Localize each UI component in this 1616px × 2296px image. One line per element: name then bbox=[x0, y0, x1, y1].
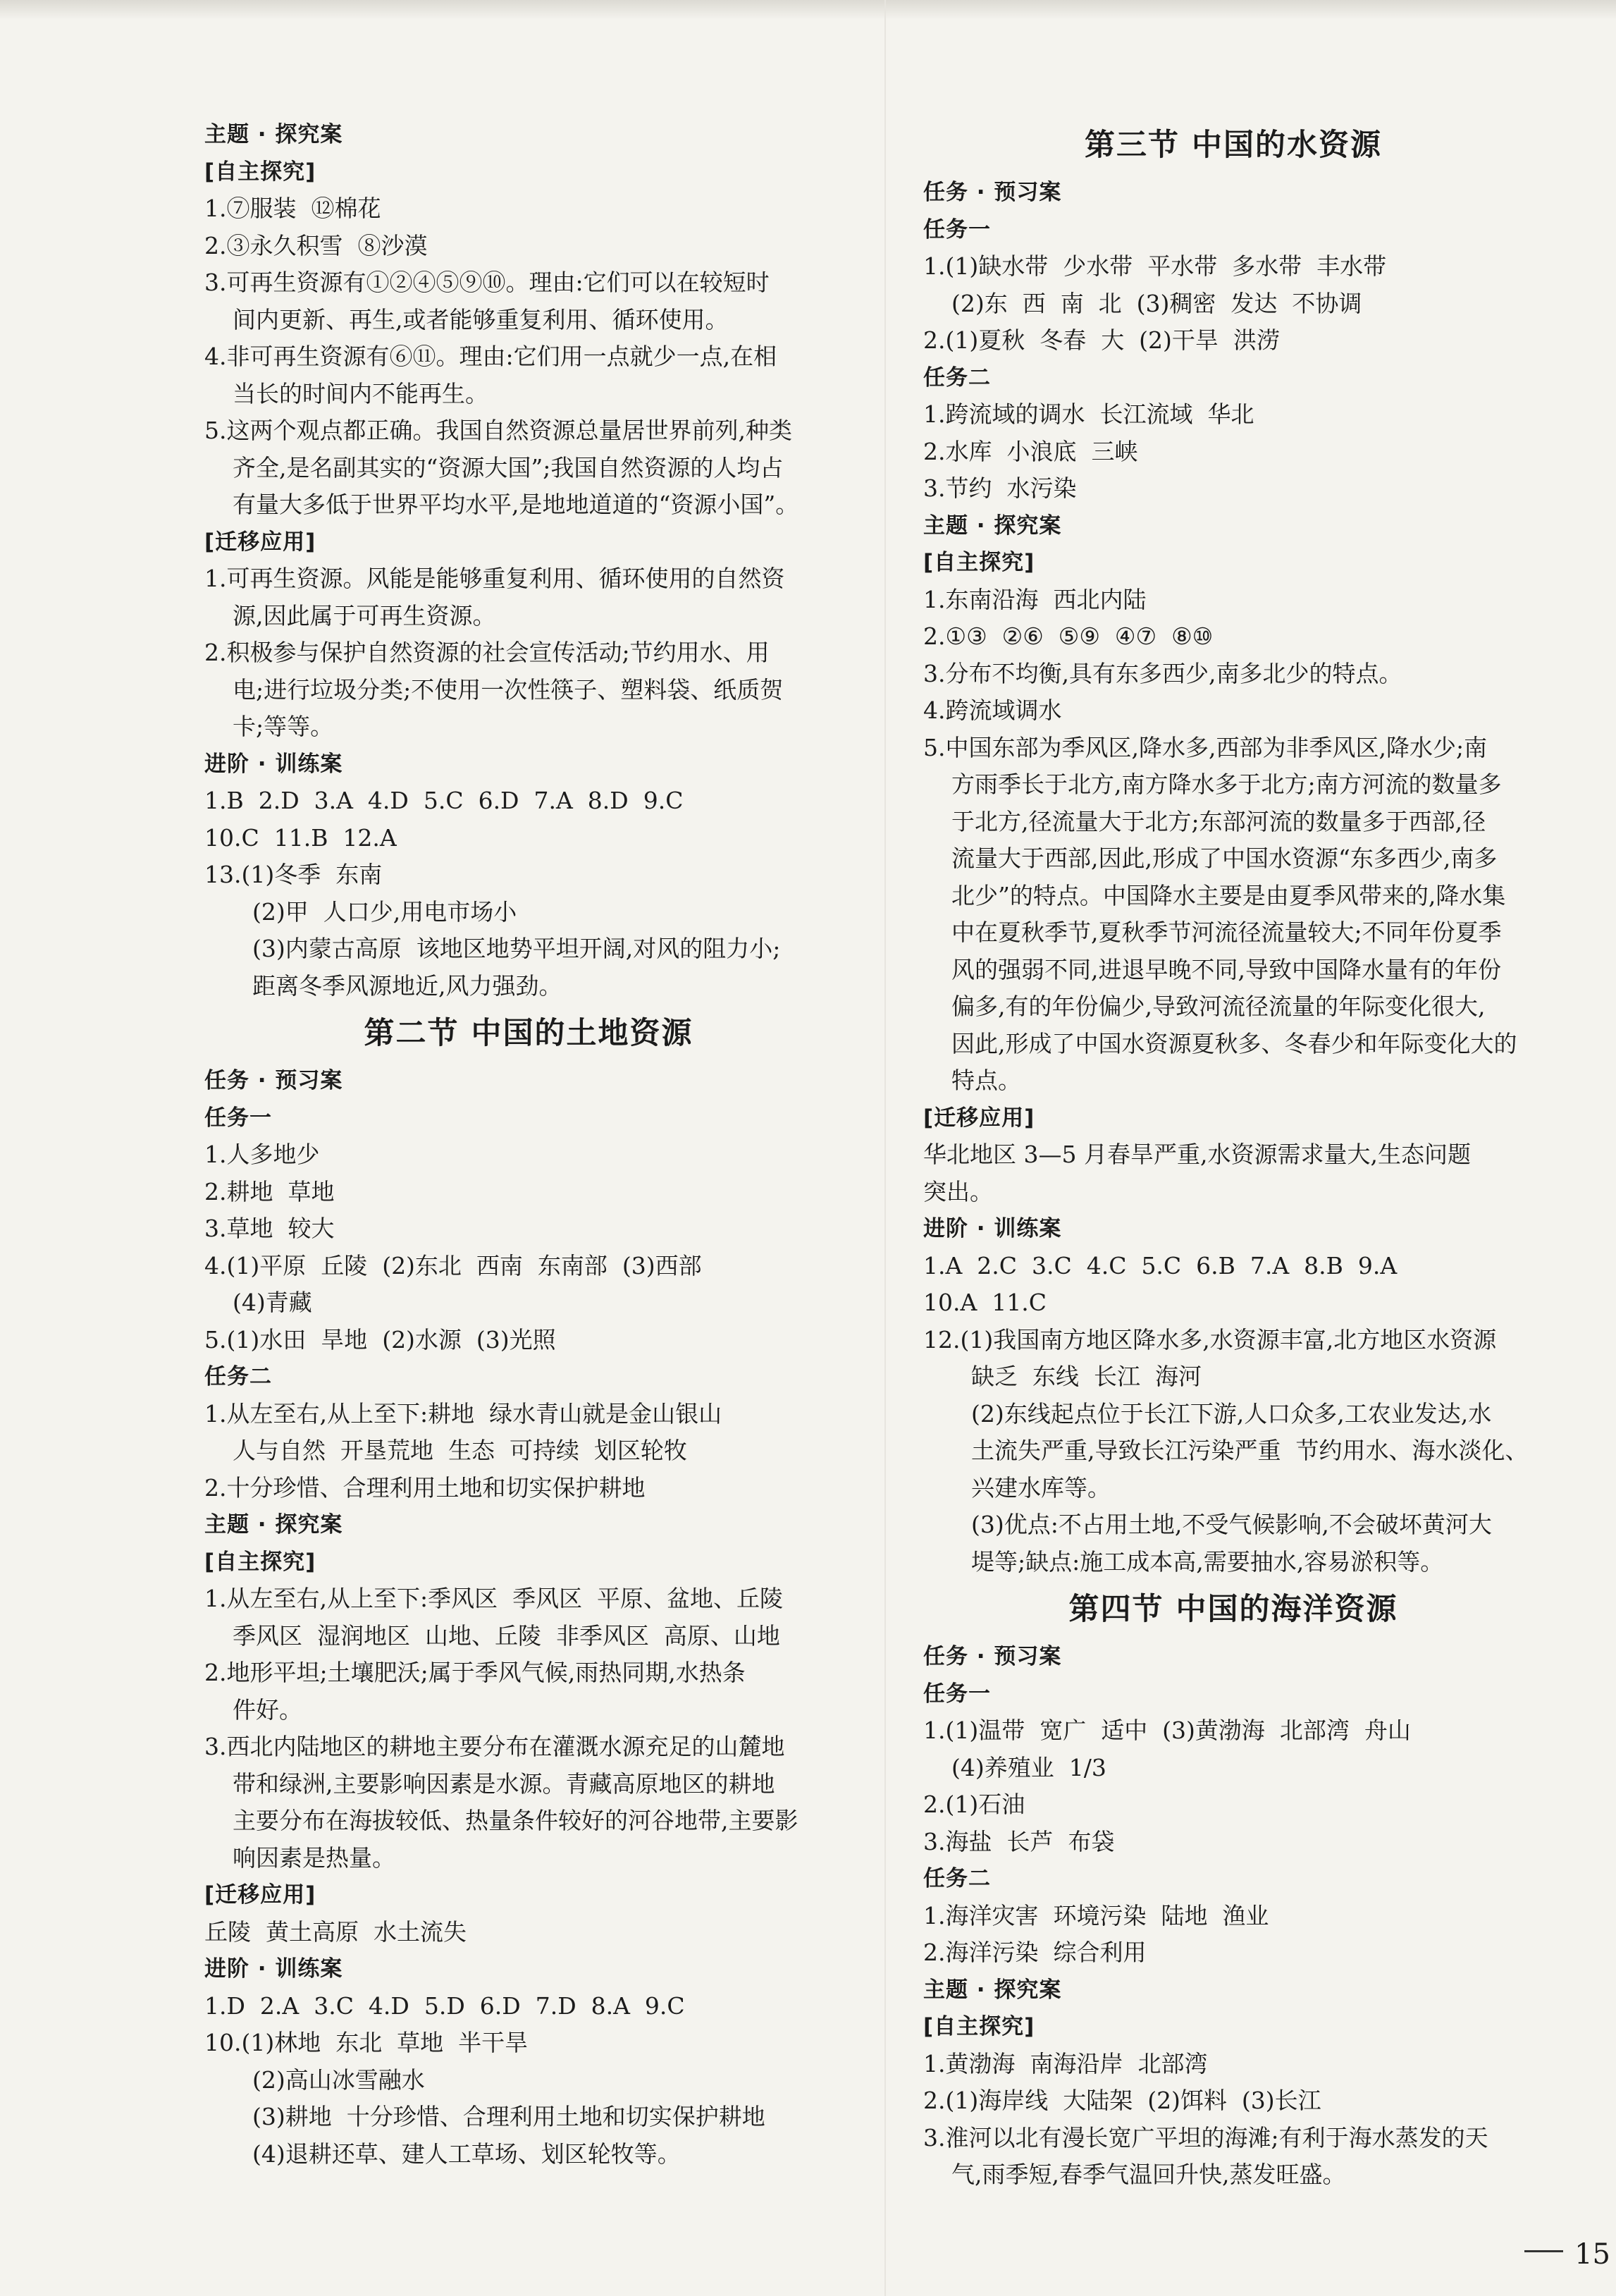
text-line: 流量大于西部,因此,形成了中国水资源“东多西少,南多 bbox=[951, 845, 1498, 872]
text-line: 2.①③ ②⑥ ⑤⑨ ④⑦ ⑧⑩ bbox=[923, 622, 1214, 650]
text-line: 间内更新、再生,或者能够重复利用、循环使用。 bbox=[233, 305, 729, 333]
text-line: (4)养殖业 1/3 bbox=[951, 1753, 1106, 1781]
page-number: 15 bbox=[1574, 2238, 1610, 2271]
text-line: 3.可再生资源有①②④⑤⑨⑩。理由:它们可以在较短时 bbox=[204, 269, 770, 296]
text-line: 5.这两个观点都正确。我国自然资源总量居世界前列,种类 bbox=[204, 417, 792, 444]
section-title: 第三节 中国的水资源 bbox=[1085, 128, 1382, 163]
text-line: 1.(1)温带 宽广 适中 (3)黄渤海 北部湾 舟山 bbox=[923, 1717, 1411, 1744]
section-label: [迁移应用] bbox=[204, 1882, 316, 1908]
section-label: 进阶 · 训练案 bbox=[923, 1216, 1062, 1241]
text-line: 缺乏 东线 长江 海河 bbox=[971, 1363, 1202, 1390]
text-line: 土流失严重,导致长江污染严重 节约用水、海水淡化、 bbox=[971, 1437, 1529, 1464]
text-line: 10.(1)林地 东北 草地 半干旱 bbox=[204, 2029, 529, 2056]
text-line: 2.海洋污染 综合利用 bbox=[923, 1939, 1147, 1966]
text-line: 1.从左至右,从上至下:季风区 季风区 平原、盆地、丘陵 bbox=[204, 1585, 784, 1612]
answer-key-line: 1.D 2.A 3.C 4.D 5.D 6.D 7.D 8.A 9.C bbox=[204, 1991, 685, 2020]
text-line: 1.海洋灾害 环境污染 陆地 渔业 bbox=[923, 1901, 1269, 1929]
section-title: 第二节 中国的土地资源 bbox=[364, 1016, 693, 1051]
section-label: 任务 · 预习案 bbox=[923, 180, 1062, 205]
section-label: 任务二 bbox=[923, 1866, 991, 1891]
text-line: 3.海盐 长芦 布袋 bbox=[923, 1827, 1115, 1855]
section-label: 任务二 bbox=[923, 364, 991, 391]
text-line: 1.(1)缺水带 少水带 平水带 多水带 丰水带 bbox=[923, 252, 1387, 280]
text-line: 2.积极参与保护自然资源的社会宣传活动;节约用水、用 bbox=[204, 639, 770, 666]
text-line: 当长的时间内不能再生。 bbox=[233, 379, 488, 407]
text-line: 方雨季长于北方,南方降水多于北方;南方河流的数量多 bbox=[951, 771, 1502, 798]
section-label: 任务二 bbox=[204, 1364, 272, 1389]
section-label: 主题 · 探究案 bbox=[204, 1512, 343, 1537]
text-line: 距离冬季风源地近,风力强劲。 bbox=[252, 971, 562, 1000]
text-line: 1.东南沿海 西北内陆 bbox=[923, 585, 1147, 613]
text-line: 丘陵 黄土高原 水土流失 bbox=[204, 1917, 467, 1946]
text-line: 3.西北内陆地区的耕地主要分布在灌溉水源充足的山麓地 bbox=[204, 1733, 785, 1760]
text-line: 2.(1)海岸线 大陆架 (2)饵料 (3)长江 bbox=[923, 2087, 1321, 2114]
text-line: 中在夏秋季节,夏秋季节河流径流量较大;不同年份夏季 bbox=[951, 919, 1502, 946]
text-line: 1.从左至右,从上至下:耕地 绿水青山就是金山银山 bbox=[204, 1399, 722, 1428]
text-line: (3)内蒙古高原 该地区地势平坦开阔,对风的阻力小; bbox=[252, 935, 781, 962]
text-line: 1.可再生资源。风能是能够重复利用、循环使用的自然资 bbox=[204, 565, 785, 592]
text-line: (2)高山冰雪融水 bbox=[252, 2065, 425, 2094]
text-line: 2.十分珍惜、合理利用土地和切实保护耕地 bbox=[204, 1473, 646, 1502]
text-line: (4)退耕还草、建人工草场、划区轮牧等。 bbox=[252, 2140, 681, 2168]
text-line: 2.耕地 草地 bbox=[204, 1177, 335, 1205]
text-line: 带和绿洲,主要影响因素是水源。青藏高原地区的耕地 bbox=[233, 1769, 775, 1798]
text-line: 偏多,有的年份偏少,导致河流径流量的年际变化很大, bbox=[951, 993, 1486, 1020]
page-top-edge bbox=[0, 0, 1616, 20]
text-line: 响因素是热量。 bbox=[233, 1843, 395, 1872]
right-column bbox=[923, 116, 1543, 2194]
text-line: 华北地区 3—5 月春旱严重,水资源需求量大,生态问题 bbox=[923, 1141, 1471, 1168]
text-line: 堤等;缺点:施工成本高,需要抽水,容易淤积等。 bbox=[971, 1547, 1444, 1576]
text-line: 13.(1)冬季 东南 bbox=[204, 861, 383, 888]
section-label: 任务一 bbox=[923, 216, 991, 243]
section-label: 任务 · 预习案 bbox=[204, 1068, 343, 1093]
text-line: 电;进行垃圾分类;不使用一次性筷子、塑料袋、纸质贺 bbox=[233, 675, 784, 704]
text-line: 1.黄渤海 南海沿岸 北部湾 bbox=[923, 2049, 1208, 2077]
text-line: 3.节约 水污染 bbox=[923, 474, 1077, 502]
text-line: 北少”的特点。中国降水主要是由夏季风带来的,降水集 bbox=[951, 881, 1506, 909]
section-label: 任务 · 预习案 bbox=[923, 1644, 1062, 1669]
text-line: 人与自然 开垦荒地 生态 可持续 划区轮牧 bbox=[233, 1437, 687, 1464]
text-line: 1.⑦服装 ⑫棉花 bbox=[204, 195, 381, 222]
section-label: [自主探究] bbox=[923, 550, 1035, 575]
left-column bbox=[204, 116, 853, 2173]
section-label: 任务一 bbox=[204, 1105, 272, 1131]
text-line: (4)青藏 bbox=[233, 1289, 312, 1316]
text-line: 风的强弱不同,进退早晚不同,导致中国降水量有的年份 bbox=[951, 955, 1501, 983]
text-line: 兴建水库等。 bbox=[971, 1473, 1111, 1502]
text-line: 2.(1)夏秋 冬春 大 (2)干旱 洪涝 bbox=[923, 326, 1280, 354]
text-line: 季风区 湿润地区 山地、丘陵 非季风区 高原、山地 bbox=[233, 1621, 780, 1650]
text-line: 5.(1)水田 旱地 (2)水源 (3)光照 bbox=[204, 1325, 556, 1353]
text-line: 主要分布在海拔较低、热量条件较好的河谷地带,主要影 bbox=[233, 1807, 798, 1834]
text-line: 源,因此属于可再生资源。 bbox=[233, 601, 496, 630]
text-line: 2.③永久积雪 ⑧沙漠 bbox=[204, 231, 428, 259]
text-line: 卡;等等。 bbox=[233, 713, 334, 740]
text-line: 1.跨流域的调水 长江流域 华北 bbox=[923, 400, 1254, 428]
section-label: [迁移应用] bbox=[204, 529, 316, 555]
section-label: [自主探究] bbox=[923, 2014, 1035, 2039]
text-line: 于北方,径流量大于北方;东部河流的数量多于西部,径 bbox=[951, 807, 1486, 835]
section-label: [迁移应用] bbox=[923, 1105, 1035, 1131]
text-line: 齐全,是名副其实的“资源大国”;我国自然资源的人均占 bbox=[233, 453, 784, 481]
text-line: 气,雨季短,春季气温回升快,蒸发旺盛。 bbox=[951, 2161, 1346, 2188]
page-fold bbox=[884, 0, 886, 2296]
section-label: 进阶 · 训练案 bbox=[204, 1956, 343, 1982]
answer-key-line: 1.B 2.D 3.A 4.D 5.C 6.D 7.A 8.D 9.C bbox=[204, 787, 684, 814]
text-line: 2.地形平坦;土壤肥沃;属于季风气候,雨热同期,水热条 bbox=[204, 1659, 746, 1686]
text-line: 3.分布不均衡,具有东多西少,南多北少的特点。 bbox=[923, 659, 1402, 687]
text-line: 有量大多低于世界平均水平,是地地道道的“资源小国”。 bbox=[233, 491, 799, 518]
text-line: (2)东 西 南 北 (3)稠密 发达 不协调 bbox=[951, 289, 1362, 317]
answer-key-line: 10.A 11.C bbox=[923, 1289, 1047, 1316]
text-line: 因此,形成了中国水资源夏秋多、冬春少和年际变化大的 bbox=[951, 1029, 1517, 1057]
text-line: 件好。 bbox=[233, 1695, 302, 1724]
section-label: 任务一 bbox=[923, 1681, 991, 1707]
section-label: 进阶 · 训练案 bbox=[204, 751, 343, 777]
section-label: 主题 · 探究案 bbox=[204, 122, 343, 147]
text-line: 12.(1)我国南方地区降水多,水资源丰富,北方地区水资源 bbox=[923, 1325, 1497, 1353]
section-label: 主题 · 探究案 bbox=[923, 512, 1062, 539]
text-line: 1.人多地少 bbox=[204, 1141, 320, 1168]
section-label: [自主探究] bbox=[204, 159, 316, 185]
text-line: 3.淮河以北有漫长宽广平坦的海滩;有利于海水蒸发的天 bbox=[923, 2123, 1488, 2151]
text-line: (2)甲 人口少,用电市场小 bbox=[252, 897, 517, 926]
text-line: 5.中国东部为季风区,降水多,西部为非季风区,降水少;南 bbox=[923, 733, 1488, 761]
text-line: 3.草地 较大 bbox=[204, 1215, 335, 1242]
section-label: 主题 · 探究案 bbox=[923, 1977, 1062, 2003]
text-line: 4.(1)平原 丘陵 (2)东北 西南 东南部 (3)西部 bbox=[204, 1251, 702, 1279]
section-label: [自主探究] bbox=[204, 1549, 316, 1575]
text-line: 2.水库 小浪底 三峡 bbox=[923, 437, 1138, 465]
text-line: 突出。 bbox=[923, 1177, 993, 1205]
text-line: (3)耕地 十分珍惜、合理利用土地和切实保护耕地 bbox=[252, 2103, 765, 2130]
answer-key-line: 10.C 11.B 12.A bbox=[204, 823, 397, 852]
text-line: 2.(1)石油 bbox=[923, 1791, 1025, 1818]
page-number-dash bbox=[1524, 2250, 1563, 2252]
answer-key-line: 1.A 2.C 3.C 4.C 5.C 6.B 7.A 8.B 9.A bbox=[923, 1251, 1398, 1279]
text-line: 特点。 bbox=[951, 1067, 1021, 1094]
text-line: (2)东线起点位于长江下游,人口众多,工农业发达,水 bbox=[971, 1399, 1492, 1428]
text-line: (3)优点:不占用土地,不受气候影响,不会破坏黄河大 bbox=[971, 1511, 1492, 1538]
text-line: 4.非可再生资源有⑥⑪。理由:它们用一点就少一点,在相 bbox=[204, 343, 777, 370]
section-title: 第四节 中国的海洋资源 bbox=[1068, 1592, 1398, 1627]
text-line: 4.跨流域调水 bbox=[923, 696, 1062, 724]
